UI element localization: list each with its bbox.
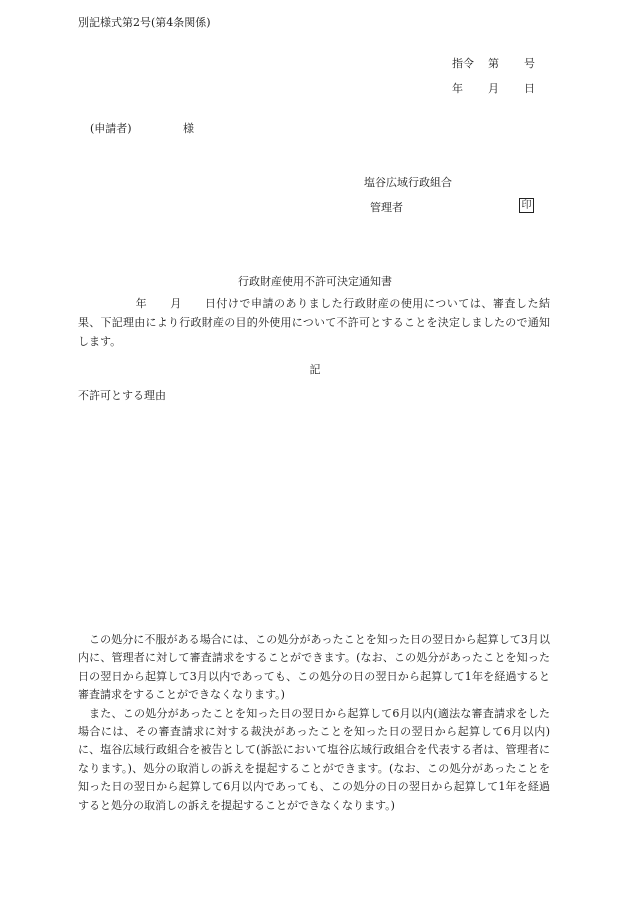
day-label: 日 [524,82,535,95]
month-label: 月 [488,82,499,95]
honorific: 様 [183,122,194,135]
reason-label: 不許可とする理由 [78,389,166,402]
notice-body: 年 月 日付けで申請のありました行政財産の使用については、審査した結果、下記理由により行政財産の目的外使用について不許可とすることを決定しましたので通知します。 [78,297,550,348]
appeal-paragraph-lawsuit: また、この処分があったことを知った日の翌日から起算して6月以内(適法な審査請求をした場合には、その審査請求に対する裁決があったことを知った日の翌日から起算して6月以内)に、塩谷広域行政組合を被告として(訴訟において塩谷広域行政組合を代表する者は、管理者になります。)、処分の取消しの訴えを提起することができます。(なお、この処分があったことを知った日の翌日から起算して6月以内であっても、この処分の日の翌日から起算して1年を経過すると処分の取消しの訴えを提起することができなくなります。) [78,706,550,812]
manager-label: 管理者 [370,201,403,214]
go-label: 号 [524,57,535,70]
dai-label: 第 [488,57,499,70]
organization-name: 塩谷広域行政組合 [364,176,452,189]
ki-heading: 記 [309,363,321,376]
instruction-label: 指令 [452,57,474,70]
appeal-notice [78,631,550,815]
document-title: 行政財産使用不許可決定通知書 [238,275,392,288]
appeal-paragraph-review: この処分に不服がある場合には、この処分があったことを知った日の翌日から起算して3月以内に、管理者に対して審査請求をすることができます。(なお、この処分があったことを知った日の翌日から起算して3月以内であっても、この処分の日の翌日から起算して1年を経過すると審査請求をすることができなくなります。) [78,633,550,702]
applicant-label: (申請者) [90,122,132,135]
seal-box: 印 [519,198,534,213]
form-label: 別記様式第2号(第4条関係) [78,16,211,29]
year-label: 年 [452,82,463,95]
